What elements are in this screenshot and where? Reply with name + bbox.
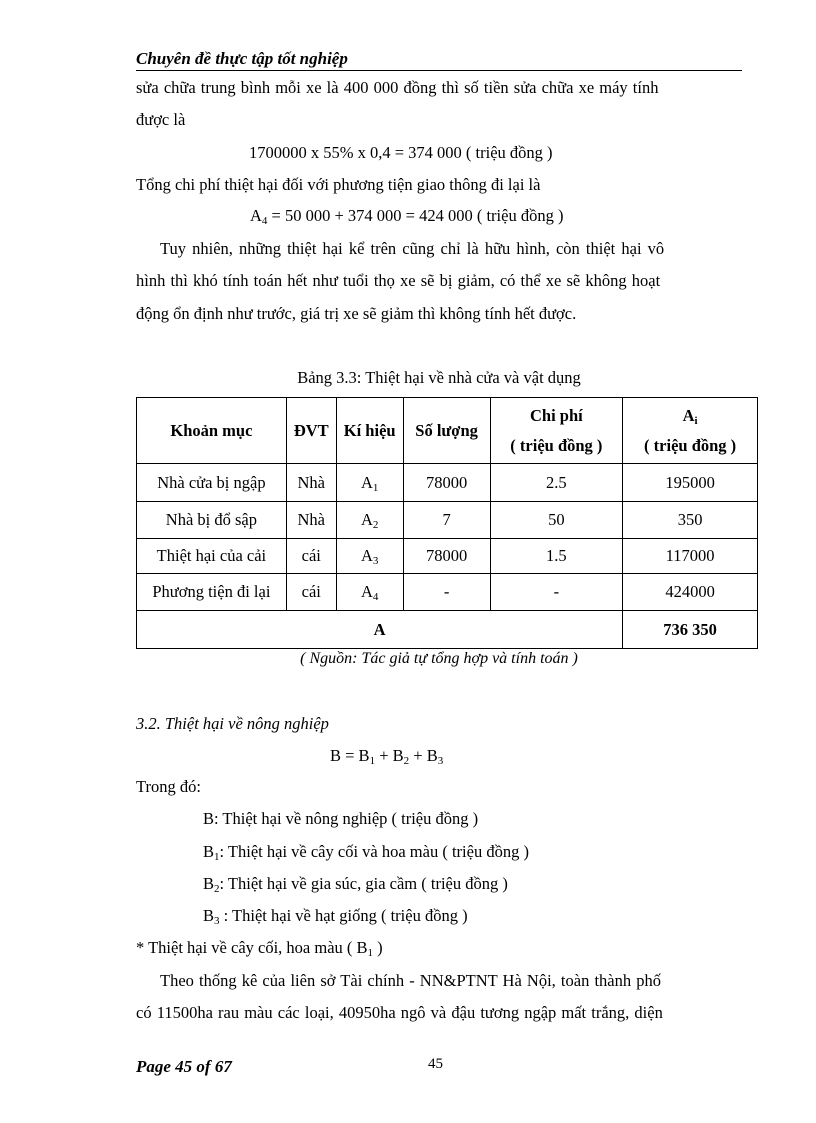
cell-symbol [336, 502, 403, 539]
formula-line [250, 206, 563, 226]
cell-qty: 78000 [403, 539, 490, 574]
footer-page-number: 45 [428, 1056, 443, 1072]
def-text: : Thiệt hại về cây cối và hoa màu ( triệu đồng ) [219, 842, 529, 861]
symbol-var: A [360, 472, 373, 492]
body-line: hình thì khó tính toán hết như tuổi thọ xe sẽ bị giảm, có thể xe sẽ không hoạt [136, 271, 661, 290]
def-var: B [203, 874, 215, 893]
body-line: Tuy nhiên, những thiệt hại kể trên cũng chỉ là hữu hình, còn thiệt hại vô [160, 239, 665, 258]
cell-ai: 424000 [623, 574, 758, 611]
header-cost-line1: Chi phí [529, 405, 583, 425]
cell-symbol [336, 464, 403, 502]
cell-unit: cái [286, 574, 336, 611]
def-sub: 1 [214, 851, 220, 863]
cell-ai: 195000 [623, 464, 758, 502]
body-line: Tổng chi phí thiệt hại đối với phương tiện giao thông đi lại là [136, 175, 541, 194]
formula-rest: = 50 000 + 374 000 = 424 000 ( triệu đồng ) [267, 206, 564, 225]
definition-line [203, 874, 508, 894]
subsection-line [136, 938, 383, 958]
total-value: 736 350 [623, 611, 758, 649]
cell-item: Nhà bị đổ sập [137, 502, 287, 539]
cell-ai: 117000 [623, 539, 758, 574]
def-text: : Thiệt hại về gia súc, gia cầm ( triệu đồng ) [219, 874, 508, 893]
subsection-end: ) [373, 938, 383, 957]
definition-line [203, 842, 529, 862]
cell-item: Thiệt hại của cải [137, 539, 287, 574]
header-item: Khoản mục [137, 398, 287, 464]
total-label: A [137, 611, 623, 649]
formula-part: + B [409, 746, 438, 765]
table-row [137, 574, 758, 611]
subsection-sub: 1 [367, 947, 374, 959]
table-total-row [137, 611, 758, 649]
table-row [137, 464, 758, 502]
def-text: : Thiệt hại về hạt giống ( triệu đồng ) [219, 906, 468, 925]
header-qty: Số lượng [403, 398, 490, 464]
header-unit: ĐVT [286, 398, 336, 464]
def-var: B [203, 809, 215, 828]
section-heading: 3.2. Thiệt hại về nông nghiệp [136, 714, 329, 733]
cell-unit: Nhà [286, 502, 336, 539]
header-cost-line2: ( triệu đồng ) [510, 435, 603, 455]
formula-sub: 4 [261, 215, 268, 227]
cell-unit: cái [286, 539, 336, 574]
formula-sub: 2 [403, 755, 410, 767]
header-ai-line1 [625, 401, 755, 431]
cell-qty: 78000 [403, 464, 490, 502]
cell-item: Nhà cửa bị ngập [137, 464, 287, 502]
formula-var: A [250, 206, 262, 225]
table-row [137, 539, 758, 574]
subsection-text: * Thiệt hại về cây cối, hoa màu ( B [136, 938, 368, 957]
body-line: Theo thống kê của liên sở Tài chính - NN&PTNT Hà Nội, toàn thành phố [160, 971, 661, 990]
formula-part: B = B [330, 746, 370, 765]
header-ai [623, 398, 758, 464]
def-var: B [203, 906, 215, 925]
formula-sub: 1 [369, 755, 376, 767]
formula-part: + B [375, 746, 404, 765]
cell-qty: 7 [403, 502, 490, 539]
symbol-var: A [360, 510, 373, 529]
section-formula [330, 746, 443, 766]
table-source: ( Nguồn: Tác giả tự tổng hợp và tính toán ) [300, 650, 578, 667]
header-cost [490, 398, 623, 464]
document-header: Chuyên đề thực tập tốt nghiệp [136, 49, 348, 68]
body-line: có 11500ha rau màu các loại, 40950ha ngô và đậu tương ngập mất trắng, diện [136, 1003, 663, 1022]
body-line: sửa chữa trung bình mỗi xe là 400 000 đồng thì số tiền sửa chữa xe máy tính [136, 78, 659, 97]
cell-qty: - [403, 574, 490, 611]
symbol-sub: 1 [372, 481, 379, 494]
formula-sub: 3 [437, 755, 444, 767]
header-symbol: Kí hiệu [336, 398, 403, 464]
symbol-sub: 4 [372, 591, 379, 603]
where-label: Trong đó: [136, 777, 201, 796]
table-header-row [137, 398, 758, 464]
def-sub: 2 [214, 883, 220, 895]
header-ai-line2: ( triệu đồng ) [644, 435, 737, 455]
cell-item: Phương tiện đi lại [137, 574, 287, 611]
definition-line [203, 809, 478, 829]
body-line: được là [136, 110, 186, 129]
symbol-sub: 3 [372, 555, 379, 567]
footer-page-label: Page 45 of 67 [136, 1057, 232, 1076]
cell-ai: 350 [623, 502, 758, 539]
cell-cost: 50 [490, 502, 623, 539]
formula-line: 1700000 x 55% x 0,4 = 374 000 ( triệu đồng ) [249, 143, 553, 162]
symbol-var: A [360, 546, 373, 565]
cell-symbol [336, 574, 403, 611]
cell-unit: Nhà [286, 464, 336, 502]
table-caption: Bảng 3.3: Thiệt hại về nhà cửa và vật dụng [297, 368, 581, 387]
damage-table [136, 397, 758, 649]
header-ai-sub: i [694, 414, 698, 427]
definition-line [203, 906, 468, 926]
body-line: động ổn định như trước, giá trị xe sẽ giảm thì không tính hết được. [136, 304, 577, 323]
def-sub: 3 [214, 915, 220, 927]
header-divider [136, 70, 742, 71]
cell-cost: 2.5 [490, 464, 623, 502]
header-ai-var: A [682, 405, 695, 425]
table-row [137, 502, 758, 539]
cell-cost: - [490, 574, 623, 611]
cell-symbol [336, 539, 403, 574]
def-text: : Thiệt hại về nông nghiệp ( triệu đồng ) [214, 809, 479, 828]
cell-cost: 1.5 [490, 539, 623, 574]
symbol-var: A [360, 582, 373, 601]
def-var: B [203, 842, 215, 861]
symbol-sub: 2 [372, 519, 379, 531]
